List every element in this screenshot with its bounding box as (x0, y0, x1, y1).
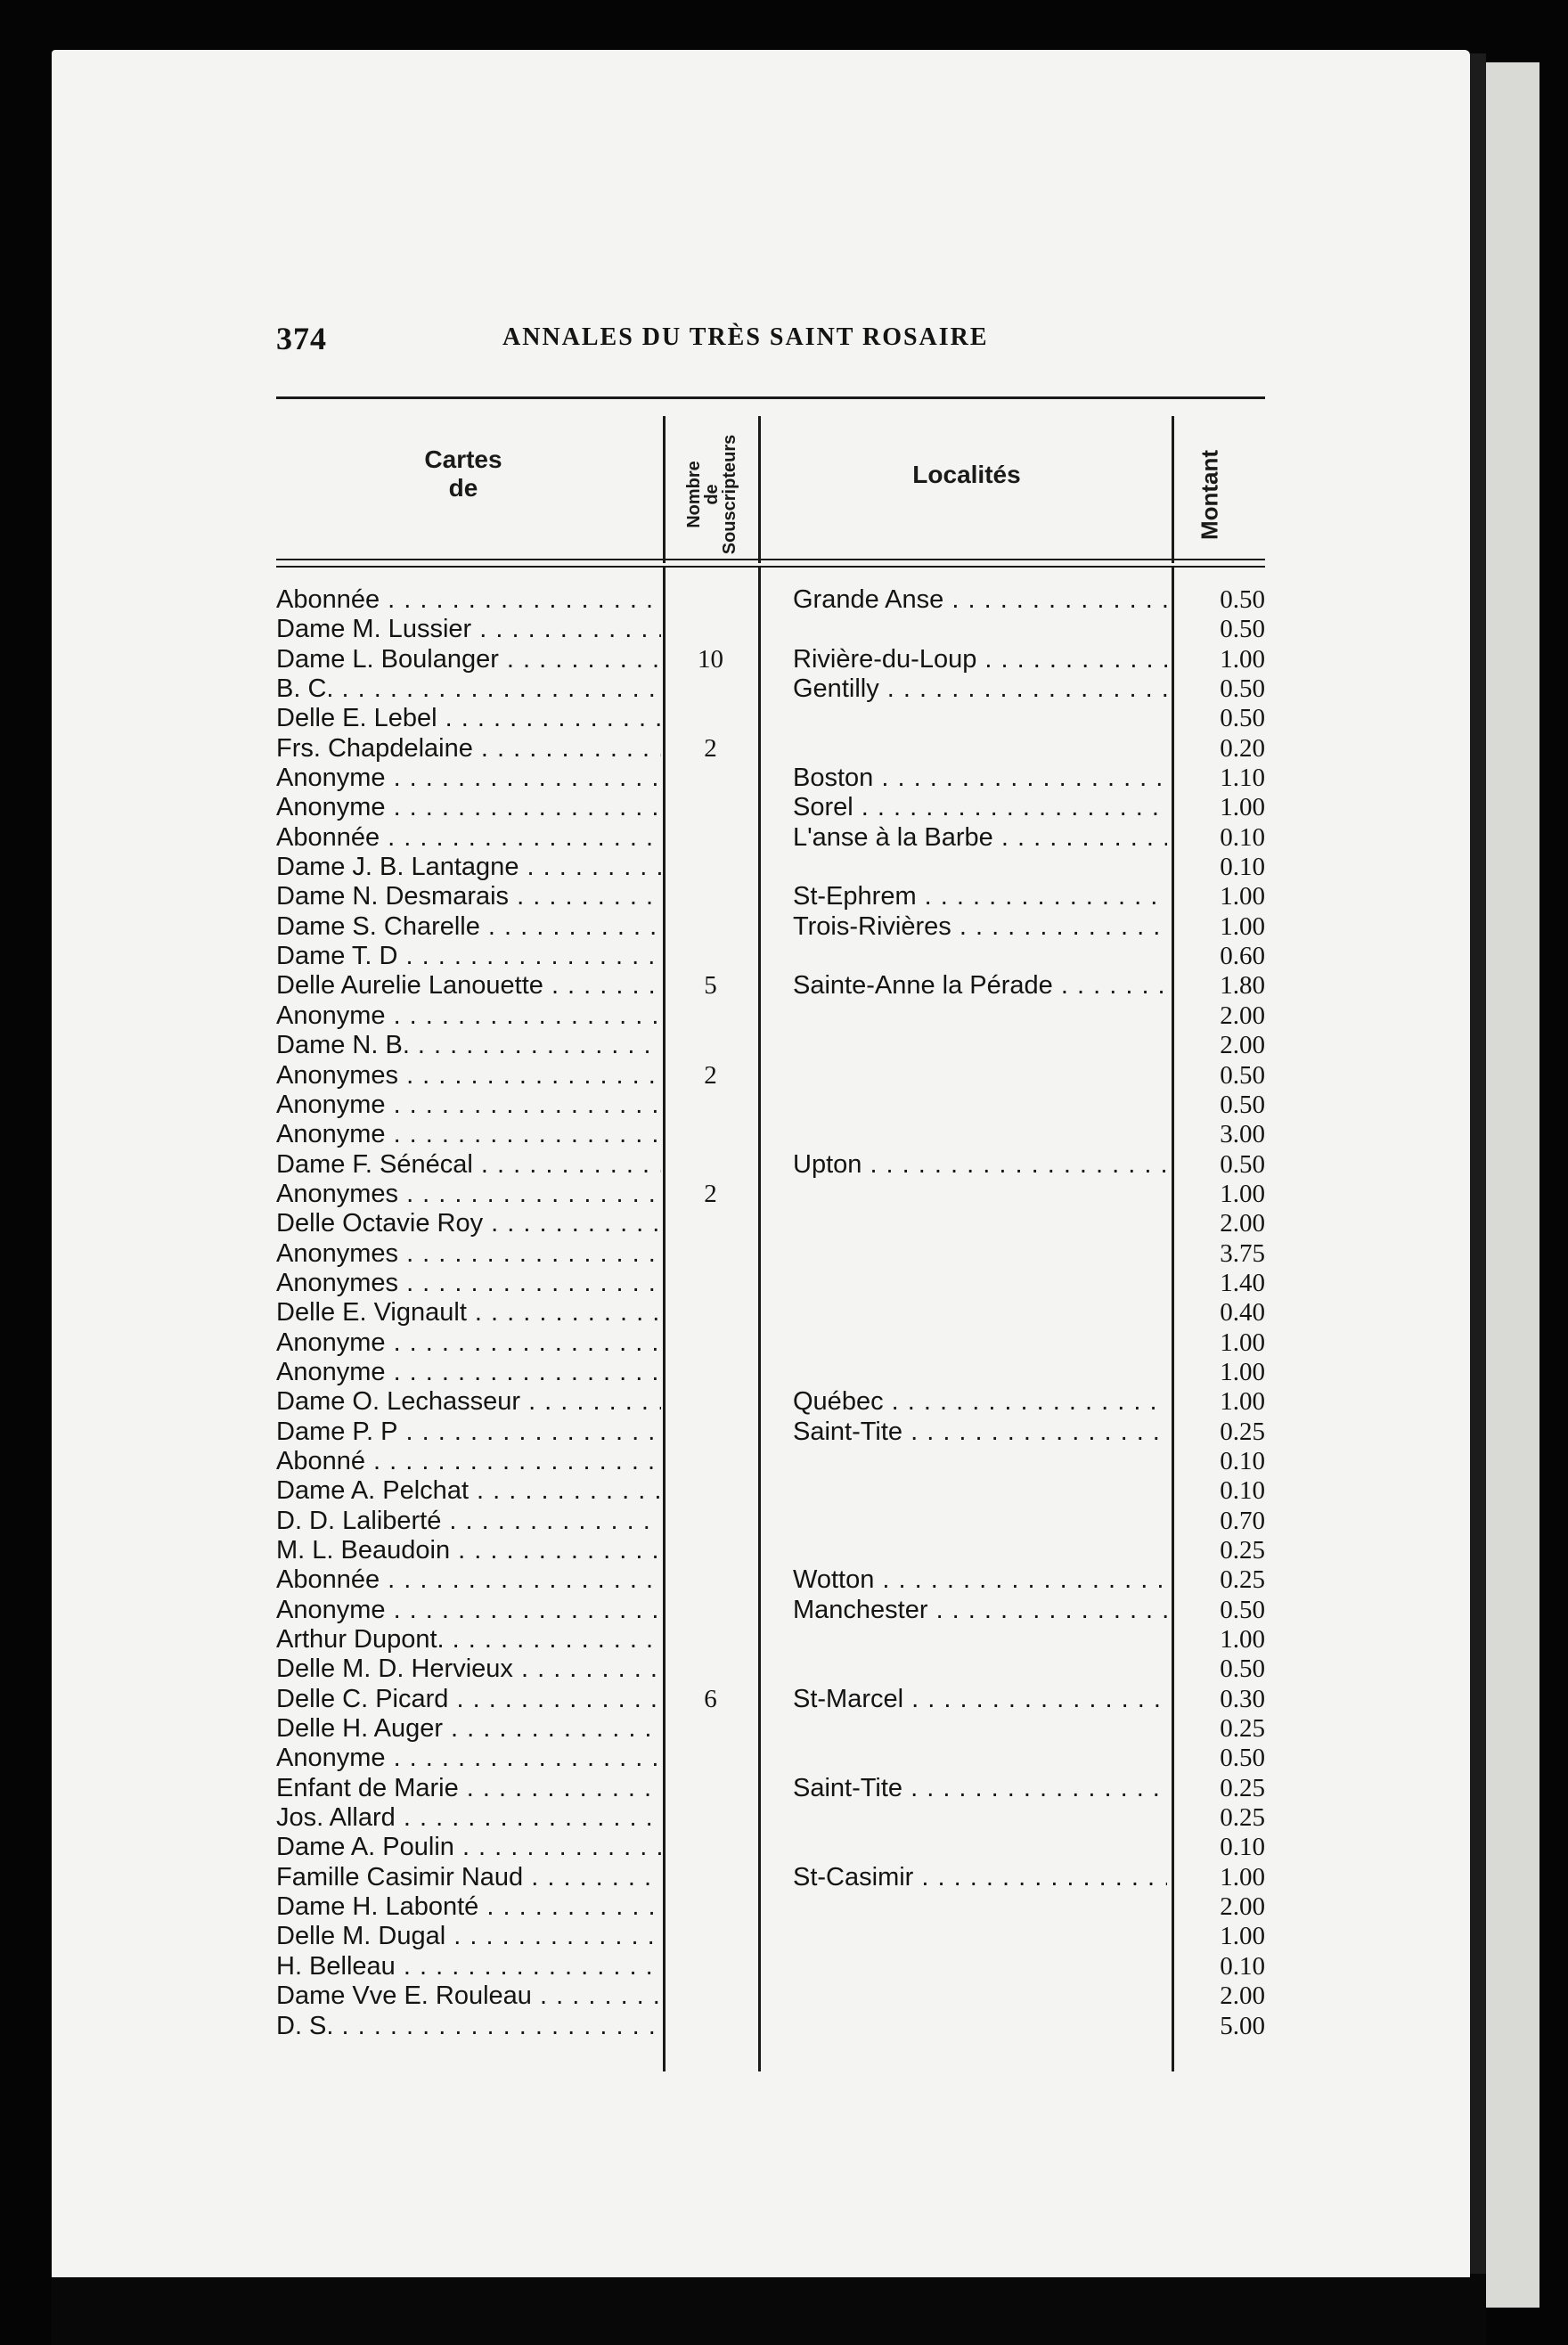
subscriber-count: 5 (704, 971, 717, 1001)
subscriber-name: Delle M. D. Hervieux . . . (276, 1655, 661, 1684)
amount: 0.40 (1220, 1298, 1265, 1328)
column-divider (663, 416, 666, 563)
amount: 0.50 (1220, 1090, 1265, 1119)
subscriber-name: Anonyme . . . (276, 1358, 661, 1387)
table-row (276, 1387, 1265, 1417)
subscriber-name: Dame P. P . . . (276, 1418, 661, 1447)
subscriber-name: Anonyme . . . (276, 793, 661, 822)
amount: 2.00 (1220, 1031, 1265, 1060)
table-row (276, 1981, 1265, 2011)
table-row (276, 1892, 1265, 1922)
page-number: 374 (276, 321, 327, 356)
table-row (276, 1952, 1265, 1981)
subscriber-name: Anonyme . . . (276, 1001, 661, 1031)
subscriber-name: Enfant de Marie . . . (276, 1774, 661, 1803)
amount: 0.20 (1220, 733, 1265, 763)
table-row (276, 853, 1265, 882)
running-head (276, 316, 1265, 370)
table-row (276, 1774, 1265, 1803)
amount: 0.25 (1220, 1417, 1265, 1446)
locality: Upton . . . (793, 1150, 1167, 1180)
amount: 1.00 (1220, 882, 1265, 911)
table-row (276, 1833, 1265, 1862)
locality: Sainte-Anne la Pérade . . . (793, 971, 1167, 1001)
subscriber-count: 2 (704, 1179, 717, 1208)
subscriber-count: 6 (704, 1684, 717, 1713)
subscriber-name: Dame A. Poulin . . . (276, 1833, 661, 1862)
table-row (276, 823, 1265, 853)
column-header-nombre-line3: Souscripteurs (720, 434, 739, 555)
subscriptions-table (276, 396, 1265, 2071)
subscriber-name: Delle E. Vignault . . . (276, 1298, 661, 1328)
table-row (276, 734, 1265, 764)
subscriber-name: Dame A. Pelchat . . . (276, 1476, 661, 1506)
subscriber-name: Jos. Allard . . . (276, 1803, 661, 1833)
amount: 0.50 (1220, 1060, 1265, 1090)
subscriber-name: Anonymes . . . (276, 1061, 661, 1091)
subscriber-name: Abonnée . . . (276, 823, 661, 853)
table-row (276, 1507, 1265, 1536)
amount: 1.00 (1220, 1328, 1265, 1357)
table-row (276, 1150, 1265, 1180)
column-header-nombre (685, 410, 739, 579)
amount: 0.10 (1220, 1833, 1265, 1862)
table-row (276, 971, 1265, 1001)
amount: 0.50 (1220, 1655, 1265, 1684)
amount: 0.50 (1220, 615, 1265, 644)
table-row (276, 1922, 1265, 1951)
subscriber-name: M. L. Beaudoin . . . (276, 1536, 661, 1565)
column-header-nombre-line1: Nombre (684, 461, 704, 528)
table-row (276, 1001, 1265, 1031)
subscriber-name: Dame L. Boulanger . . . (276, 645, 661, 674)
table-row (276, 1120, 1265, 1149)
locality: St-Casimir . . . (793, 1863, 1167, 1892)
amount: 0.50 (1220, 1149, 1265, 1179)
subscriber-name: Anonyme . . . (276, 1120, 661, 1149)
table-row (276, 1091, 1265, 1120)
subscriber-name: Dame S. Charelle . . . (276, 912, 661, 942)
table-row (276, 1031, 1265, 1060)
subscriber-name: Delle M. Dugal . . . (276, 1922, 661, 1951)
subscriber-name: Delle H. Auger . . . (276, 1714, 661, 1744)
locality: Boston . . . (793, 764, 1167, 793)
locality: Saint-Tite . . . (793, 1418, 1167, 1447)
amount: 0.50 (1220, 585, 1265, 614)
subscriber-name: Delle C. Picard . . . (276, 1685, 661, 1714)
subscriber-name: Dame O. Lechasseur . . . (276, 1387, 661, 1417)
subscriber-name: Dame F. Sénécal . . . (276, 1150, 661, 1180)
scan-bottom-shadow (52, 2274, 1486, 2345)
table-row (276, 2012, 1265, 2041)
amount: 0.25 (1220, 1536, 1265, 1565)
amount: 1.00 (1220, 1179, 1265, 1208)
subscriber-name: D. S. . . . (276, 2012, 661, 2041)
amount: 0.25 (1220, 1565, 1265, 1595)
table-row (276, 1180, 1265, 1209)
amount: 0.30 (1220, 1684, 1265, 1713)
amount: 0.10 (1220, 853, 1265, 882)
table-row (276, 1476, 1265, 1506)
amount: 1.00 (1220, 1922, 1265, 1951)
subscriber-name: Dame H. Labonté . . . (276, 1892, 661, 1922)
subscriber-name: Arthur Dupont. . . . (276, 1625, 661, 1655)
locality: Manchester . . . (793, 1596, 1167, 1625)
table-row (276, 1803, 1265, 1833)
locality: Trois-Rivières . . . (793, 912, 1167, 942)
table-row (276, 645, 1265, 674)
amount: 2.00 (1220, 1892, 1265, 1922)
table-row (276, 1565, 1265, 1595)
header-bottom-rule (276, 559, 1265, 560)
table-row (276, 1536, 1265, 1565)
table-row (276, 1447, 1265, 1476)
locality: Saint-Tite . . . (793, 1774, 1167, 1803)
journal-title: ANNALES DU TRÈS SAINT ROSAIRE (502, 323, 989, 351)
subscriber-name: Anonymes . . . (276, 1239, 661, 1269)
amount: 1.00 (1220, 911, 1265, 941)
column-header-nombre-line2: de (702, 484, 722, 505)
amount: 0.25 (1220, 1773, 1265, 1802)
table-row (276, 912, 1265, 942)
amount: 1.10 (1220, 764, 1265, 793)
table-row (276, 882, 1265, 911)
table-row (276, 585, 1265, 615)
amount: 0.50 (1220, 1595, 1265, 1624)
amount: 2.00 (1220, 1209, 1265, 1238)
table-row (276, 1625, 1265, 1655)
subscriber-name: Anonymes . . . (276, 1269, 661, 1298)
subscriber-name: Famille Casimir Naud . . . (276, 1863, 661, 1892)
amount: 2.00 (1220, 1981, 1265, 2011)
subscriber-name: Frs. Chapdelaine . . . (276, 734, 661, 764)
table-row (276, 1744, 1265, 1773)
locality: St-Ephrem . . . (793, 882, 1167, 911)
subscriber-name: H. Belleau . . . (276, 1952, 661, 1981)
subscriber-name: Abonnée . . . (276, 1565, 661, 1595)
locality: Québec . . . (793, 1387, 1167, 1417)
subscriber-name: Delle Octavie Roy . . . (276, 1209, 661, 1238)
subscriber-name: Dame Vve E. Rouleau . . . (276, 1981, 661, 2011)
table-row (276, 1239, 1265, 1269)
subscriber-name: D. D. Laliberté . . . (276, 1507, 661, 1536)
amount: 1.00 (1220, 1862, 1265, 1892)
amount: 1.00 (1220, 644, 1265, 674)
amount: 0.10 (1220, 1446, 1265, 1475)
table-top-rule (276, 396, 1265, 399)
amount: 1.00 (1220, 1357, 1265, 1386)
subscriber-name: Anonyme . . . (276, 764, 661, 793)
table-row (276, 704, 1265, 733)
amount: 0.50 (1220, 1744, 1265, 1773)
locality: Rivière-du-Loup . . . (793, 645, 1167, 674)
locality: L'anse à la Barbe . . . (793, 823, 1167, 853)
table-row (276, 764, 1265, 793)
locality: Wotton . . . (793, 1565, 1167, 1595)
amount: 0.50 (1220, 674, 1265, 704)
table-row (276, 942, 1265, 971)
table-row (276, 1209, 1265, 1238)
column-divider (1172, 416, 1174, 563)
subscriber-name: Dame N. B. . . . (276, 1031, 661, 1060)
amount: 1.00 (1220, 1625, 1265, 1655)
amount: 0.70 (1220, 1506, 1265, 1535)
table-body (276, 585, 1265, 2041)
table-row (276, 1714, 1265, 1744)
amount: 3.75 (1220, 1238, 1265, 1268)
table-row (276, 1269, 1265, 1298)
table-row (276, 1596, 1265, 1625)
locality: St-Marcel . . . (793, 1685, 1167, 1714)
table-row (276, 1655, 1265, 1684)
amount: 0.10 (1220, 822, 1265, 852)
column-header-localites: Localités (912, 461, 1021, 488)
table-row (276, 1358, 1265, 1387)
amount: 0.10 (1220, 1476, 1265, 1506)
locality: Sorel . . . (793, 793, 1167, 822)
subscriber-name: Abonné . . . (276, 1447, 661, 1476)
amount: 3.00 (1220, 1120, 1265, 1149)
table-row (276, 793, 1265, 822)
subscriber-name: Anonyme . . . (276, 1744, 661, 1773)
amount: 0.50 (1220, 704, 1265, 733)
amount: 0.10 (1220, 1951, 1265, 1981)
subscriber-name: Anonyme . . . (276, 1328, 661, 1358)
amount: 0.25 (1220, 1803, 1265, 1833)
header-bottom-rule-double (276, 566, 1265, 568)
subscriber-name: Anonyme . . . (276, 1091, 661, 1120)
subscriber-name: Dame T. D . . . (276, 942, 661, 971)
table-row (276, 1685, 1265, 1714)
subscriber-name: Abonnée . . . (276, 585, 661, 615)
table-row (276, 615, 1265, 644)
subscriber-name: Delle E. Lebel . . . (276, 704, 661, 733)
subscriber-name: Dame J. B. Lantagne . . . (276, 853, 661, 882)
amount: 1.00 (1220, 793, 1265, 822)
amount: 1.00 (1220, 1387, 1265, 1417)
subscriber-count: 2 (704, 733, 717, 763)
amount: 5.00 (1220, 2011, 1265, 2040)
table-row (276, 1328, 1265, 1358)
table-row (276, 1298, 1265, 1328)
subscriber-name: Dame M. Lussier . . . (276, 615, 661, 644)
amount: 2.00 (1220, 1001, 1265, 1030)
table-row (276, 1061, 1265, 1091)
amount: 0.25 (1220, 1714, 1265, 1744)
locality: Gentilly . . . (793, 674, 1167, 704)
column-header-cartes-line1: Cartes (424, 445, 502, 473)
column-header-cartes (330, 445, 597, 502)
table-row (276, 1863, 1265, 1892)
locality: Grande Anse . . . (793, 585, 1167, 615)
subscriber-name: Anonymes . . . (276, 1180, 661, 1209)
subscriber-count: 2 (704, 1060, 717, 1090)
subscriber-name: Dame N. Desmarais . . . (276, 882, 661, 911)
table-row (276, 674, 1265, 704)
column-header-montant: Montant (1196, 449, 1223, 541)
table-row (276, 1418, 1265, 1447)
subscriber-name: Anonyme . . . (276, 1596, 661, 1625)
column-divider (758, 416, 761, 563)
amount: 1.40 (1220, 1268, 1265, 1297)
amount: 0.60 (1220, 942, 1265, 971)
subscriber-count: 10 (698, 644, 723, 674)
subscriber-name: Delle Aurelie Lanouette . . . (276, 971, 661, 1001)
book-spine-shadow (1470, 53, 1486, 2316)
column-header-cartes-line2: de (448, 474, 478, 502)
facing-page-edge (1486, 62, 1539, 2308)
amount: 1.80 (1220, 971, 1265, 1001)
subscriber-name: B. C. . . . (276, 674, 661, 704)
